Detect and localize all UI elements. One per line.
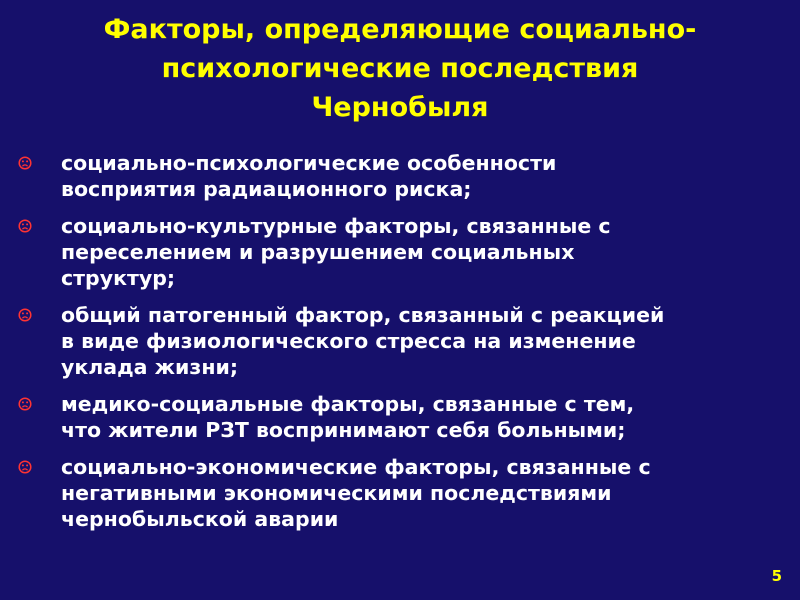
bullet-line: в виде физиологического стресса на изменение [61, 329, 636, 353]
bullet-line: социально-психологические особенности [61, 151, 557, 175]
bullet-line: что жители РЗТ воспринимают себя больными; [61, 418, 626, 442]
bullet-line: чернобыльской аварии [61, 507, 339, 531]
bullet-line: восприятия радиационного риска; [61, 177, 472, 201]
bullet-list [18, 150, 788, 543]
bullet-text [61, 391, 788, 443]
page-number: 5 [771, 567, 782, 585]
bullet-item [18, 391, 788, 443]
bullet-line: структур; [61, 266, 176, 290]
bullet-line: негативными экономическими последствиями [61, 481, 612, 505]
sad-face-icon [18, 156, 32, 170]
bullet-text [61, 454, 788, 532]
bullet-text [61, 302, 788, 380]
bullet-item [18, 302, 788, 380]
sad-face-icon [18, 219, 32, 233]
bullet-line: уклада жизни; [61, 355, 239, 379]
bullet-line: переселением и разрушением социальных [61, 240, 575, 264]
bullet-line: социально-экономические факторы, связанные с [61, 455, 651, 479]
bullet-item [18, 213, 788, 291]
bullet-line: общий патогенный фактор, связанный с реакцией [61, 303, 665, 327]
bullet-item [18, 150, 788, 202]
title-line: Факторы, определяющие социально- [103, 14, 697, 45]
title-line: психологические последствия [161, 53, 639, 84]
sad-face-icon [18, 397, 32, 411]
title-line: Чернобыля [311, 92, 489, 123]
bullet-text [61, 150, 788, 202]
bullet-item [18, 454, 788, 532]
slide-title [20, 10, 780, 127]
bullet-text [61, 213, 788, 291]
bullet-line: медико-социальные факторы, связанные с тем, [61, 392, 635, 416]
bullet-line: социально-культурные факторы, связанные с [61, 214, 611, 238]
sad-face-icon [18, 308, 32, 322]
sad-face-icon [18, 460, 32, 474]
